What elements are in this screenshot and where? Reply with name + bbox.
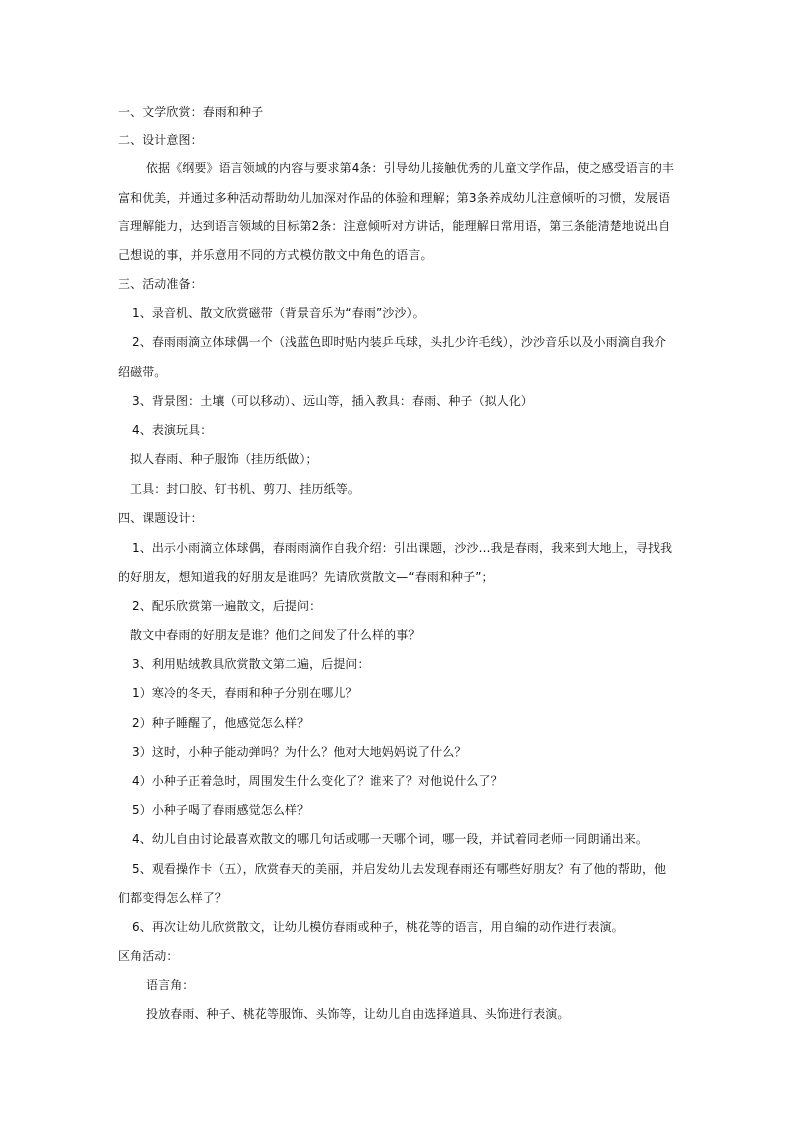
list-item: 1、出示小雨滴立体球偶，春雨雨滴作自我介绍：引出课题，沙沙…我是春雨，我来到大地上，寻找我 <box>132 541 673 555</box>
paragraph-line: 己想说的事，并乐意用不同的方式模仿散文中角色的语言。 <box>118 248 433 262</box>
question-item: 1）寒冷的冬天，春雨和种子分别在哪儿？ <box>132 686 358 700</box>
question-item: 2）种子睡醒了，他感觉怎么样？ <box>132 716 310 730</box>
list-item-continued: 的好朋友，想知道我的好朋友是谁吗？先请欣赏散文—“春雨和种子”； <box>118 570 494 584</box>
list-item: 3、背景图：土壤（可以移动）、远山等，插入教具：春雨、种子（拟人化） <box>132 394 534 408</box>
paragraph-line: 富和优美，并通过多种活动帮助幼儿加深对作品的体验和理解；第3条养成幼儿注意倾听的习惯，发展语 <box>118 191 671 205</box>
section-heading-3: 三、活动准备： <box>118 277 203 291</box>
list-item-continued: 们都变得怎么样了？ <box>118 891 227 905</box>
list-subitem: 工具：封口胶、钉书机、剪刀、挂历纸等。 <box>130 482 360 496</box>
list-item: 6、再次让幼儿欣赏散文，让幼儿模仿春雨或种子，桃花等的语言，用自编的动作进行表演。 <box>132 920 624 934</box>
paragraph-line: 言理解能力，达到语言领域的目标第2条：注意倾听对方讲话，能理解日常用语，第三条能清楚地说出自 <box>118 219 671 233</box>
list-item: 2、配乐欣赏第一遍散文，后提问： <box>132 599 322 613</box>
question-item: 5）小种子喝了春雨感觉怎么样？ <box>132 803 310 817</box>
section-heading-5: 区角活动： <box>118 949 179 963</box>
paragraph-line: 依据《纲要》语言领域的内容与要求第4条：引导幼儿接触优秀的儿童文学作品，使之感受语言的丰 <box>146 161 675 175</box>
list-item: 2、春雨雨滴立体球偶一个（浅蓝色即时贴内装乒乓球，头扎少许毛线），沙沙音乐以及小雨滴自我介 <box>132 335 667 349</box>
list-item-continued: 绍磁带。 <box>118 365 167 379</box>
section-heading-4: 四、课题设计： <box>118 511 203 525</box>
section-heading-2: 二、设计意图： <box>118 133 203 147</box>
list-item: 5、观看操作卡（五），欣赏春天的美丽，并启发幼儿去发现春雨还有哪些好朋友？有了他的帮助，他 <box>132 862 667 876</box>
question-item: 4）小种子正着急时，周围发生什么变化了？谁来了？对他说什么了？ <box>132 774 503 788</box>
list-item: 4、幼儿自由讨论最喜欢散文的哪几句话或哪一天哪个词，哪一段，并试着同老师一同朗诵出来。 <box>132 832 648 846</box>
list-subitem: 散文中春雨的好朋友是谁？他们之间发了什么样的事？ <box>130 628 421 642</box>
list-subitem: 拟人春雨、种子服饰（挂历纸做）； <box>130 452 318 466</box>
question-item: 3）这时，小种子能动弹吗？为什么？他对大地妈妈说了什么？ <box>132 745 467 759</box>
list-item: 1、录音机、散文欣赏磁带（背景音乐为“春雨”沙沙）。 <box>132 306 425 320</box>
subsection-label: 语言角： <box>146 978 195 992</box>
section-heading-1: 一、文学欣赏：春雨和种子 <box>118 105 264 119</box>
list-item: 3、利用贴绒教具欣赏散文第二遍，后提问： <box>132 657 370 671</box>
paragraph-line: 投放春雨、种子、桃花等服饰、头饰等，让幼儿自由选择道具、头饰进行表演。 <box>146 1007 570 1021</box>
list-item: 4、表演玩具： <box>132 423 213 437</box>
